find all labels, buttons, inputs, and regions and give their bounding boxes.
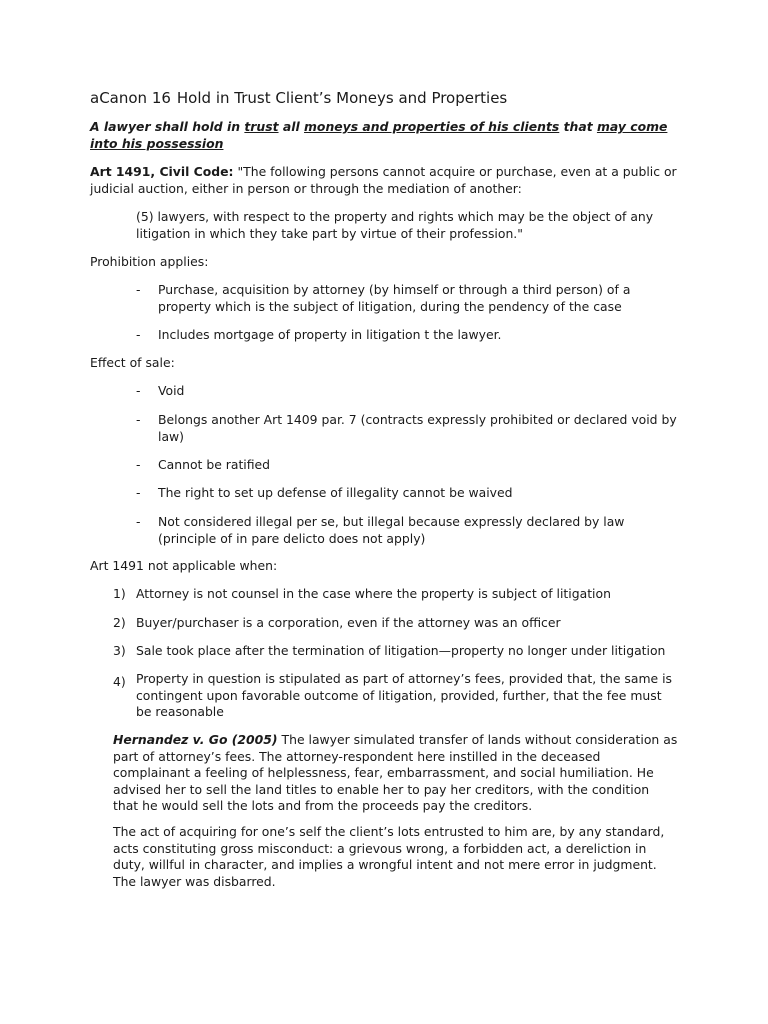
list-item: Void: [158, 383, 185, 398]
page-title: [90, 88, 507, 108]
list-bullet: -: [136, 282, 141, 297]
canon-title: Hold in Trust Client’s Moneys and Properties: [176, 89, 508, 107]
list-item: Buyer/purchaser is a corporation, even if the attorney was an officer: [136, 615, 561, 630]
case-paragraph: Hernandez v. Go (2005) The lawyer simulated transfer of lands without consideration as part of attorney’s fees. The attorney-respondent here instilled in the deceased complainant a feeling of helplessness, fear, embarrassment, and social humiliation. He advised her to sell the land titles to enable her to pay her creditors, with the condition that he would sell the lots and from the proceeds pay the creditors.: [113, 732, 678, 813]
list-bullet: -: [136, 485, 141, 500]
list-item: Cannot be ratified: [158, 457, 271, 472]
art-1491-quote: (5) lawyers, with respect to the property and rights which may be the object of any litigation in which they take part by virtue of their profession.": [136, 209, 654, 241]
rule-moneys: moneys and properties of his clients: [304, 119, 560, 134]
not-applicable-heading: Art 1491 not applicable when:: [90, 558, 278, 573]
list-item: Not considered illegal per se, but illegal because expressly declared by law (principle of in pare delicto does not apply): [158, 514, 625, 546]
list-item: The right to set up defense of illegality cannot be waived: [158, 485, 513, 500]
art-1491-paragraph: Art 1491, Civil Code: "The following persons cannot acquire or purchase, even at a public or judicial auction, either in person or through the mediation of another:: [90, 164, 677, 196]
list-number: 4): [113, 674, 126, 689]
list-bullet: -: [136, 457, 141, 472]
list-item: Property in question is stipulated as part of attorney’s fees, provided that, the same is contingent upon favorable outcome of litigation, provided, further, that the fee must be reasonable: [136, 671, 672, 719]
list-number: 3): [113, 643, 126, 658]
list-item: Includes mortgage of property in litigation t the lawyer.: [158, 327, 502, 342]
canon-rule: A lawyer shall hold in trust all moneys and properties of his clients that may come into his possession: [90, 119, 668, 151]
list-bullet: -: [136, 383, 141, 398]
list-number: 1): [113, 586, 126, 601]
list-bullet: -: [136, 412, 141, 427]
list-item: Belongs another Art 1409 par. 7 (contracts expressly prohibited or declared void by law): [158, 412, 677, 444]
list-item: Sale took place after the termination of litigation—property no longer under litigation: [136, 643, 666, 658]
effect-heading: Effect of sale:: [90, 355, 175, 370]
rule-into-possession: into his possession: [90, 135, 224, 151]
list-bullet: -: [136, 514, 141, 529]
list-item: Attorney is not counsel in the case where the property is subject of litigation: [136, 586, 611, 601]
prohibition-heading: Prohibition applies:: [90, 254, 209, 269]
rule-trust: trust: [244, 119, 279, 134]
art-1491-label: Art 1491, Civil Code:: [90, 164, 234, 179]
list-bullet: -: [136, 327, 141, 342]
case-paragraph-2: The act of acquiring for one’s self the client’s lots entrusted to him are, by any standard, acts constituting gross misconduct: a grievous wrong, a forbidden act, a dereliction in duty, willful in character, and implies a wrongful intent and not mere error in judgment. The lawyer was disbarred.: [113, 824, 665, 889]
list-item: Purchase, acquisition by attorney (by himself or through a third person) of a property which is the subject of litigation, during the pendency of the case: [158, 282, 631, 314]
canon-number: aCanon 16: [90, 89, 171, 107]
case-name: Hernandez v. Go (2005): [113, 732, 278, 747]
rule-may-come: may come: [596, 119, 668, 134]
list-number: 2): [113, 615, 126, 630]
